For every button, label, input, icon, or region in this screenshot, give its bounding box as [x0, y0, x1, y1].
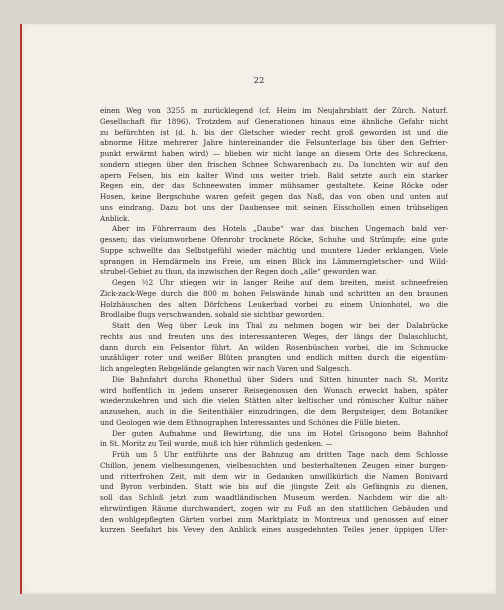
text-line: soll das Schloß jetzt zum waadtländischen Museum werden. Nachdem wir die alt- [100, 493, 448, 502]
text-line: in St. Moritz zu Teil wurde, muß ich hier rühmlich gedenken. — [100, 439, 333, 449]
text-line: den wohlgepflegten Gärten vorbei zum Marktplatz in Montreux und genossen auf einer [100, 514, 448, 524]
text-line: uns eindrang. Dazu bot uns der Daubensee mit seinen Eisschollen einen trübseligen [100, 202, 448, 212]
text-line: und Geologen wie dem Ethnographen Interessantes und Schönes die Fülle bieten. [100, 417, 401, 427]
text-line: Chillon, jenem vielbesungenen, vielbesuchten und besterhaltenen Zeugen einer burgen- [100, 460, 448, 470]
text-line: lich angelegten Rebgelände gelangten wir nach Varen und Salgesch. [100, 364, 352, 373]
text-line: Suppe schwellte das Selbstgefühl wieder mächtig und muntere Lieder erklangen. Viele [100, 245, 448, 255]
text-line: wiederzukehren und sich die vielen Stätten alter keltischer und römischer Kultur näher [100, 396, 448, 406]
text-line: Anblick. [100, 213, 130, 223]
text-line: strubel-Gebiet zu thun, da inzwischen der Regen doch „alle“ geworden war. [100, 267, 378, 277]
text-line: unzähliger roter und weißer Blüten prangten und endlich mitten durch die eigentüm- [100, 353, 448, 363]
text-line: Aber im Führerraum des Hotels „Daube“ war das bischen Ungemach bald ver- [112, 224, 448, 234]
text-line: dann durch ein Felsentor führt. An wilden Rosenbüschen vorbei, die im Schmucke [100, 342, 448, 352]
text-line: Statt den Weg über Leuk ins Thal zu nehmen bogen wir bei der Dalabrücke [112, 321, 448, 330]
text-line: kurzen Seefahrt bis Vevey den Anblick eines ausgedehnten Teiles jener üppigen Ufer- [100, 525, 448, 535]
text-line: und ritterfrohen Zeit, mit dem wir in Gedanken unwillkürlich die Namen Bonivard [100, 471, 448, 481]
text-line: apern Felsen, bis ein kalter Wind uns weiter trieb. Bald setzte auch ein starker [100, 170, 448, 180]
text-line: Holzhäuschen des alten Dörfchens Leukerbad vorbei zu einem Unionhotel, wo die [100, 299, 448, 309]
text-line: zu befürchten ist (d. h. bis der Gletscher wieder recht groß geworden ist und die [100, 127, 448, 137]
text-line: Gesellschaft für 1896). Trotzdem auf Generationen hinaus eine ähnliche Gefahr nicht [100, 116, 448, 126]
text-line: Der guten Aufnahme und Bewirtung, die uns im Hotel Grisogono beim Bahnhof [112, 428, 448, 438]
text-line: rechts aus und freuten uns des interessanteren Weges, der längs der Dalaschlucht, [100, 331, 448, 341]
text-line: Die Bahnfahrt durchs Rhonethal über Siders und Sitten hinunter nach St. Moritz [112, 374, 448, 384]
text-line: sprangen in Hemdärmeln ins Freie, um einen Blick ins Lämmerngletscher- und Wild- [100, 256, 448, 266]
text-line: ehrwürdigen Räume durchwandert, zogen wir zu Fuß an den stattlichen Gebäuden und [100, 503, 448, 513]
text-line: und Byron verbinden. Statt wie bis auf die jüngste Zeit als Gefängnis zu dienen, [100, 482, 448, 492]
text-line: anzusehen, auch in die Seitenthäler einzudringen, die dem Bergsteiger, dem Botaniker [100, 407, 448, 416]
text-line: abnorme Hitze mehrerer Jahre hintereinander die Felsunterlage bis über den Gefrier- [100, 138, 448, 148]
text-line: wird hoffentlich in jedem unserer Reisegenossen den Wunsch erweckt haben, später [100, 385, 448, 395]
text-line: Früh um 5 Uhr entführte uns der Bahnzug am dritten Tage nach dem Schlosse [112, 450, 448, 459]
text-line: Regen ein, der das Schneewaten immer mühsamer gestaltete. Keine Röcke oder [100, 181, 448, 191]
text-line: gessen; das vielumworbene Ofenrohr trocknete Röcke, Schuhe und Strümpfe; eine gute [100, 235, 448, 244]
text-line: sondern stiegen über den frischen Schnee Schwarenbach zu. Da lunchten wir auf den [100, 159, 448, 169]
body-text [100, 106, 448, 536]
text-line: Zick-zack-Wege durch die 800 m hohen Felswände hinab und schritten an den braunen [100, 288, 448, 298]
book-page [22, 24, 496, 594]
text-line: Gegen ½2 Uhr stiegen wir in langer Reihe auf dem breiten, meist schneefreien [112, 278, 448, 287]
text-line: Brodlaibe flugs verschwanden, sobald sie sichtbar geworden. [100, 310, 325, 320]
text-line: punkt erwärmt haben wird) — blieben wir nicht lange an diesem Orte des Schreckens, [100, 149, 448, 158]
text-line: Hosen, keine Bergschuhe waren gefeit gegen das Naß, das von oben und unten auf [100, 192, 448, 201]
text-line: einen Weg von 3255 m zurücklegend (cf. Heim im Neujahrsblatt der Zürch. Naturf. [100, 106, 448, 115]
page-number: 22 [253, 76, 265, 86]
